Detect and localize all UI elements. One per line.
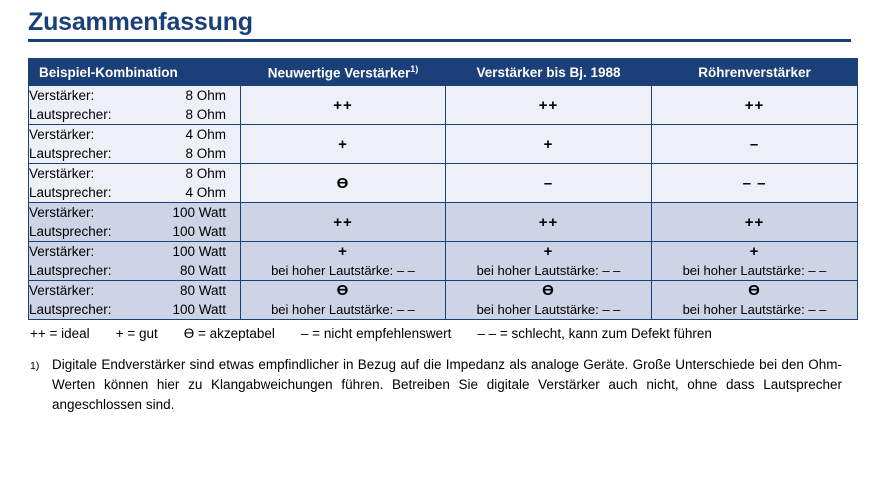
rating-cell-old	[446, 164, 652, 203]
rating-mark: – –	[742, 174, 767, 192]
rating-mark: ++	[538, 213, 559, 231]
rating-mark: Ө	[336, 282, 350, 299]
combination-cell	[29, 125, 241, 164]
amplifier-label: Verstärker:	[29, 127, 95, 142]
rating-mark: ++	[538, 96, 559, 114]
table-row	[29, 164, 858, 203]
rating-note: bei hoher Lautstärke: – –	[476, 263, 621, 278]
combination-cell	[29, 203, 241, 242]
rating-cell-tube	[652, 242, 858, 281]
rating-cell-new	[241, 86, 446, 125]
combination-cell	[29, 281, 241, 320]
amplifier-value: 100 Watt	[172, 205, 226, 220]
rating-cell-new	[241, 281, 446, 320]
rating-cell-tube	[652, 164, 858, 203]
amplifier-label: Verstärker:	[29, 166, 95, 181]
footnote-text: Digitale Endverstärker sind etwas empfindlicher in Bezug auf die Impedanz als analoge Geräte. Große Unterschiede bei den Ohm-Werten können hier zu Klangabweichungen führen. Betreiben Sie digitale Verstärker auch nicht, ohne dass Lautsprecher angeschlossen sind.	[52, 357, 842, 412]
table-row	[29, 281, 858, 320]
amplifier-value: 8 Ohm	[185, 166, 226, 181]
table-row	[29, 242, 858, 281]
rating-mark: ++	[333, 213, 353, 231]
speaker-label: Lautsprecher:	[29, 224, 112, 239]
table-body	[29, 86, 858, 320]
amplifier-value: 80 Watt	[179, 283, 226, 298]
speaker-label: Lautsprecher:	[29, 263, 112, 278]
speaker-label: Lautsprecher:	[29, 146, 112, 161]
rating-legend	[30, 326, 855, 341]
speaker-label: Lautsprecher:	[29, 185, 112, 200]
rating-cell-new	[241, 242, 446, 281]
speaker-label: Lautsprecher:	[29, 107, 112, 122]
summary-page	[0, 8, 879, 489]
rating-cell-tube	[652, 281, 858, 320]
rating-cell-new	[241, 203, 446, 242]
table-row	[29, 86, 858, 125]
rating-mark: Ө	[336, 174, 350, 192]
footnote	[30, 355, 855, 415]
speaker-value: 100 Watt	[172, 302, 226, 317]
amplifier-label: Verstärker:	[29, 244, 95, 259]
title-divider	[28, 39, 851, 42]
page-title: Zusammenfassung	[28, 8, 253, 36]
rating-mark: Ө	[748, 282, 761, 299]
column-header-new-amplifiers	[241, 59, 446, 86]
summary-table	[28, 58, 858, 320]
amplifier-value: 100 Watt	[172, 244, 226, 259]
speaker-value: 4 Ohm	[185, 185, 226, 200]
rating-note: bei hoher Lautstärke: – –	[271, 302, 415, 317]
amplifier-value: 4 Ohm	[185, 127, 226, 142]
rating-cell-old	[446, 281, 652, 320]
speaker-value: 100 Watt	[172, 224, 226, 239]
rating-mark: Ө	[542, 282, 555, 299]
column-header-old-amplifiers: Verstärker bis Bj. 1988	[446, 59, 652, 86]
rating-mark: +	[543, 135, 554, 153]
speaker-value: 80 Watt	[179, 263, 226, 278]
table-row	[29, 125, 858, 164]
rating-mark: +	[749, 243, 760, 260]
amplifier-value: 8 Ohm	[185, 88, 226, 103]
legend-item-ideal: ++ = ideal	[30, 326, 90, 341]
rating-cell-new	[241, 164, 446, 203]
legend-item-bad: – – = schlecht, kann zum Defekt führen	[477, 326, 712, 341]
rating-cell-tube	[652, 125, 858, 164]
rating-mark: +	[338, 135, 348, 153]
amplifier-label: Verstärker:	[29, 283, 95, 298]
footnote-ref: 1)	[410, 63, 419, 74]
rating-cell-old	[446, 203, 652, 242]
rating-cell-new	[241, 125, 446, 164]
combination-cell	[29, 164, 241, 203]
combination-cell	[29, 242, 241, 281]
rating-mark: –	[543, 174, 554, 192]
rating-mark: ++	[744, 96, 765, 114]
table-header	[29, 59, 858, 86]
amplifier-label: Verstärker:	[29, 205, 95, 220]
speaker-label: Lautsprecher:	[29, 302, 112, 317]
combination-cell	[29, 86, 241, 125]
rating-note: bei hoher Lautstärke: – –	[271, 263, 415, 278]
speaker-value: 8 Ohm	[185, 146, 226, 161]
column-header-tube-amplifiers: Röhrenverstärker	[652, 59, 858, 86]
rating-note: bei hoher Lautstärke: – –	[476, 302, 621, 317]
amplifier-label: Verstärker:	[29, 88, 95, 103]
rating-note: bei hoher Lautstärke: – –	[682, 302, 827, 317]
footnote-mark: 1)	[30, 360, 40, 372]
rating-mark: –	[749, 135, 760, 153]
rating-mark: +	[543, 243, 554, 260]
rating-cell-tube	[652, 203, 858, 242]
rating-cell-old	[446, 242, 652, 281]
column-header-new-amplifiers-label: Neuwertige Verstärker	[267, 65, 411, 81]
rating-note: bei hoher Lautstärke: – –	[682, 263, 827, 278]
rating-cell-tube	[652, 86, 858, 125]
table-row	[29, 203, 858, 242]
legend-item-not-recommended: – = nicht empfehlenswert	[300, 326, 452, 341]
rating-cell-old	[446, 86, 652, 125]
column-header-combination: Beispiel-Kombination	[29, 59, 241, 86]
rating-mark: ++	[744, 213, 765, 231]
legend-item-good: + = gut	[115, 326, 158, 341]
speaker-value: 8 Ohm	[185, 107, 226, 122]
rating-cell-old	[446, 125, 652, 164]
legend-item-acceptable: Ө = akzeptabel	[183, 326, 275, 341]
rating-mark: ++	[333, 96, 353, 114]
table-header-row	[29, 59, 858, 86]
rating-mark: +	[338, 243, 348, 260]
